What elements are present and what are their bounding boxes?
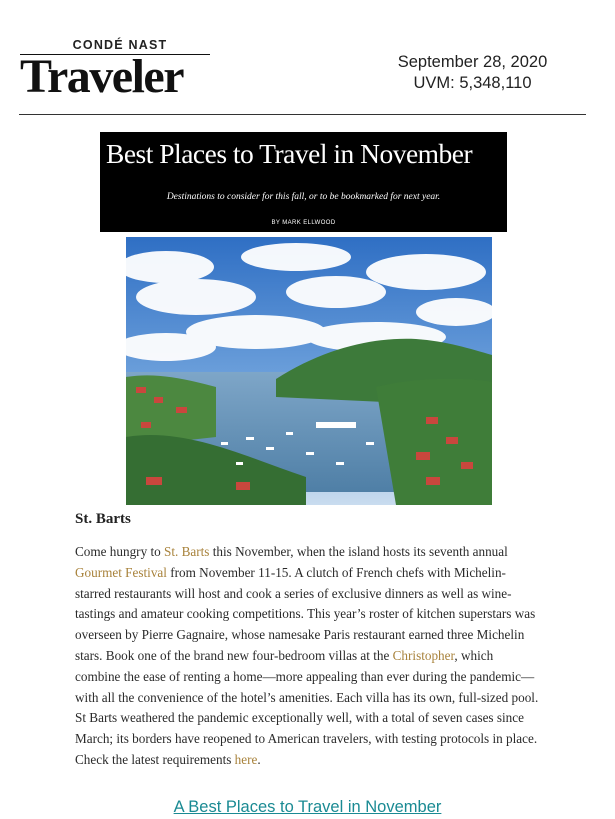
article-body [75, 542, 540, 771]
footer [0, 798, 615, 817]
article-byline: BY MARK ELLWOOD [271, 220, 336, 226]
paragraph-text: , which combine the ease of renting a home—more appealing than ever during the pandemic—with all the convenience of the hotel’s amenities. Each villa has its own, full-sized pool. St Barts weathered the pandemic exceptionally well, with a total of seven cases since March; its borders have reopened to American travelers, with testing protocols in place. Check the latest requirements [75, 647, 539, 767]
paragraph-text: from November 11-15. A clutch of French chefs with Michelin-starred restaurants will host and cook a series of exclusive dinners as well as wine-tastings and amateur cooking competitions. This year’s roster of kitchen superstars was overseen by Pierre Gagnaire, whose namesake Paris restaurant earned three Michelin stars. Book one of the brand new four-bedroom villas at the [75, 564, 536, 663]
article-banner [100, 132, 507, 232]
article-title: Best Places to Travel in November [106, 138, 473, 169]
paragraph-text: . [257, 751, 261, 767]
clip-meta [380, 52, 565, 94]
inline-link[interactable]: St. Barts [164, 544, 210, 559]
paragraph-text: Come hungry to [75, 544, 165, 559]
article-subtitle: Destinations to consider for this fall, or to be bookmarked for next year. [166, 192, 441, 202]
paragraph-text: this November, when the island hosts its seventh annual [209, 544, 508, 559]
header-divider [19, 114, 586, 115]
brand-name-large: Traveler [20, 50, 184, 104]
uvm-count: UVM: 5,348,110 [413, 74, 532, 92]
publish-date: September 28, 2020 [397, 53, 548, 71]
brand-name-small: CONDÉ NAST [72, 38, 168, 52]
inline-link[interactable]: Christopher [392, 647, 455, 663]
inline-link[interactable]: here [234, 751, 258, 767]
article-link[interactable]: A Best Places to Travel in November [173, 798, 442, 816]
inline-link[interactable]: Gourmet Festival [75, 564, 167, 580]
publication-logo [20, 38, 212, 104]
hero-photo-st-barts [126, 237, 492, 505]
location-heading: St. Barts [75, 511, 131, 527]
